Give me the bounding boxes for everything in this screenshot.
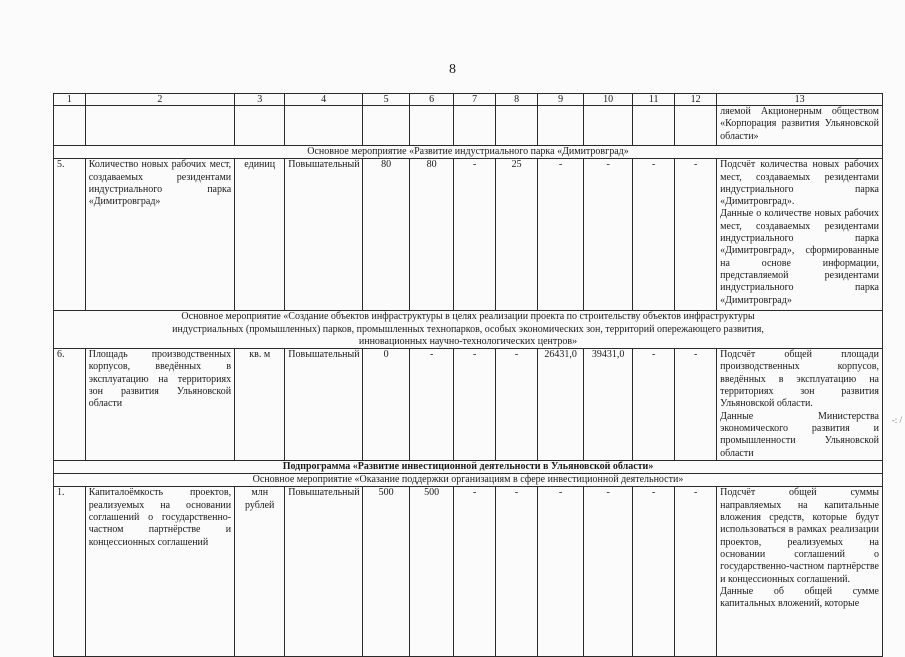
row-number: 1.: [54, 487, 86, 657]
column-header: 4: [285, 94, 363, 106]
column-number-row: [54, 94, 883, 106]
methodology-source: Данные об общей сумме капитальных вложений, которые: [720, 585, 879, 610]
column-header: 13: [717, 94, 883, 106]
methodology-cell: [717, 487, 883, 657]
column-header: 5: [363, 94, 410, 106]
methodology-cell: [717, 349, 883, 461]
column-header: 9: [538, 94, 584, 106]
subprogram-row: [54, 460, 883, 473]
column-header: 3: [235, 94, 285, 106]
methodology-text: Подсчёт общей площади производственных корпусов, введённых в эксплуатацию на территориях зон развития Ульяновской области.: [720, 349, 879, 410]
unit-cell: млн рублей: [235, 487, 285, 657]
indicator-name: Количество новых рабочих мест, создаваемых резидентами индустриального парка «Димитровград»: [85, 159, 234, 311]
column-header: 6: [410, 94, 454, 106]
trend-cell: Повышательный: [285, 487, 363, 657]
column-header: 2: [85, 94, 234, 106]
table-row: [54, 349, 883, 461]
methodology-text: Подсчёт количества новых рабочих мест, создаваемых резидентами индустриального парка «Димитровград».: [720, 159, 879, 208]
value-cell: -: [538, 159, 584, 311]
section-row: [54, 146, 883, 159]
subprogram-heading: Подпрограмма «Развитие инвестиционной деятельности в Ульяновской области»: [54, 460, 883, 473]
value-cell: -: [496, 349, 538, 461]
column-header: 1: [54, 94, 86, 106]
value-cell: 500: [410, 487, 454, 657]
table-row: [54, 487, 883, 657]
value-cell: 26431,0: [538, 349, 584, 461]
value-cell: -: [633, 487, 675, 657]
value-cell: -: [410, 349, 454, 461]
value-cell: -: [454, 487, 496, 657]
section-heading: Основное мероприятие «Развитие индустриального парка «Димитровград»: [54, 146, 883, 159]
value-cell: 25: [496, 159, 538, 311]
indicators-table: [53, 93, 883, 657]
trend-cell: Повышательный: [285, 159, 363, 311]
section-row: [54, 311, 883, 349]
page-number: 8: [449, 62, 456, 77]
column-header: 11: [633, 94, 675, 106]
value-cell: -: [675, 349, 717, 461]
value-cell: -: [538, 487, 584, 657]
value-cell: 39431,0: [584, 349, 633, 461]
section-heading: Основное мероприятие «Создание объектов инфраструктуры в целях реализации проекта по строительству объектов инфраструктуры индустриальных (промышленных) парков, промышленных технопарков, особых экономических зон, территорий опережающего развития, инновационных научно-технологических центров»: [54, 311, 883, 349]
methodology-cell: ляемой Акционерным обществом «Корпорация развития Ульяновской области»: [717, 106, 883, 146]
methodology-source: Данные о количестве новых рабочих мест, создаваемых резидентами индустриального парка «Димитровград», сформированные на основе информации, представляемой резидентами индустриального парка «Димитровград»: [720, 208, 879, 306]
column-header: 7: [454, 94, 496, 106]
column-header: 10: [584, 94, 633, 106]
section-heading: Основное мероприятие «Оказание поддержки организациям в сфере инвестиционной деятельности»: [54, 474, 883, 487]
unit-cell: кв. м: [235, 349, 285, 461]
methodology-source: Данные Министерства экономического развития и промышленности Ульяновской области: [720, 410, 879, 459]
section-row: [54, 474, 883, 487]
value-cell: 80: [410, 159, 454, 311]
continuation-row: [54, 106, 883, 146]
column-header: 12: [675, 94, 717, 106]
indicator-name: Капиталоёмкость проектов, реализуемых на основании соглашений о государственно-частном партнёрстве и концессионных соглашений: [85, 487, 234, 657]
indicator-name: Площадь производственных корпусов, введённых в эксплуатацию на территориях зон развития Ульяновской области: [85, 349, 234, 461]
trend-cell: Повышательный: [285, 349, 363, 461]
value-cell: -: [584, 487, 633, 657]
value-cell: 0: [363, 349, 410, 461]
row-number: 6.: [54, 349, 86, 461]
unit-cell: единиц: [235, 159, 285, 311]
value-cell: -: [454, 349, 496, 461]
value-cell: -: [454, 159, 496, 311]
value-cell: -: [496, 487, 538, 657]
value-cell: 80: [363, 159, 410, 311]
table-row: [54, 159, 883, 311]
methodology-cell: [717, 159, 883, 311]
value-cell: 500: [363, 487, 410, 657]
value-cell: -: [675, 159, 717, 311]
value-cell: -: [633, 159, 675, 311]
value-cell: -: [633, 349, 675, 461]
value-cell: -: [584, 159, 633, 311]
scan-margin-marks: -: /: [891, 415, 902, 425]
value-cell: -: [675, 487, 717, 657]
methodology-text: Подсчёт общей суммы направляемых на капитальные вложения средств, которые будут использоваться в рамках реализации проектов, реализуемых на основании соглашений о государственно-частном партнёрстве и концессионных соглашений.: [720, 487, 879, 585]
column-header: 8: [496, 94, 538, 106]
row-number: 5.: [54, 159, 86, 311]
